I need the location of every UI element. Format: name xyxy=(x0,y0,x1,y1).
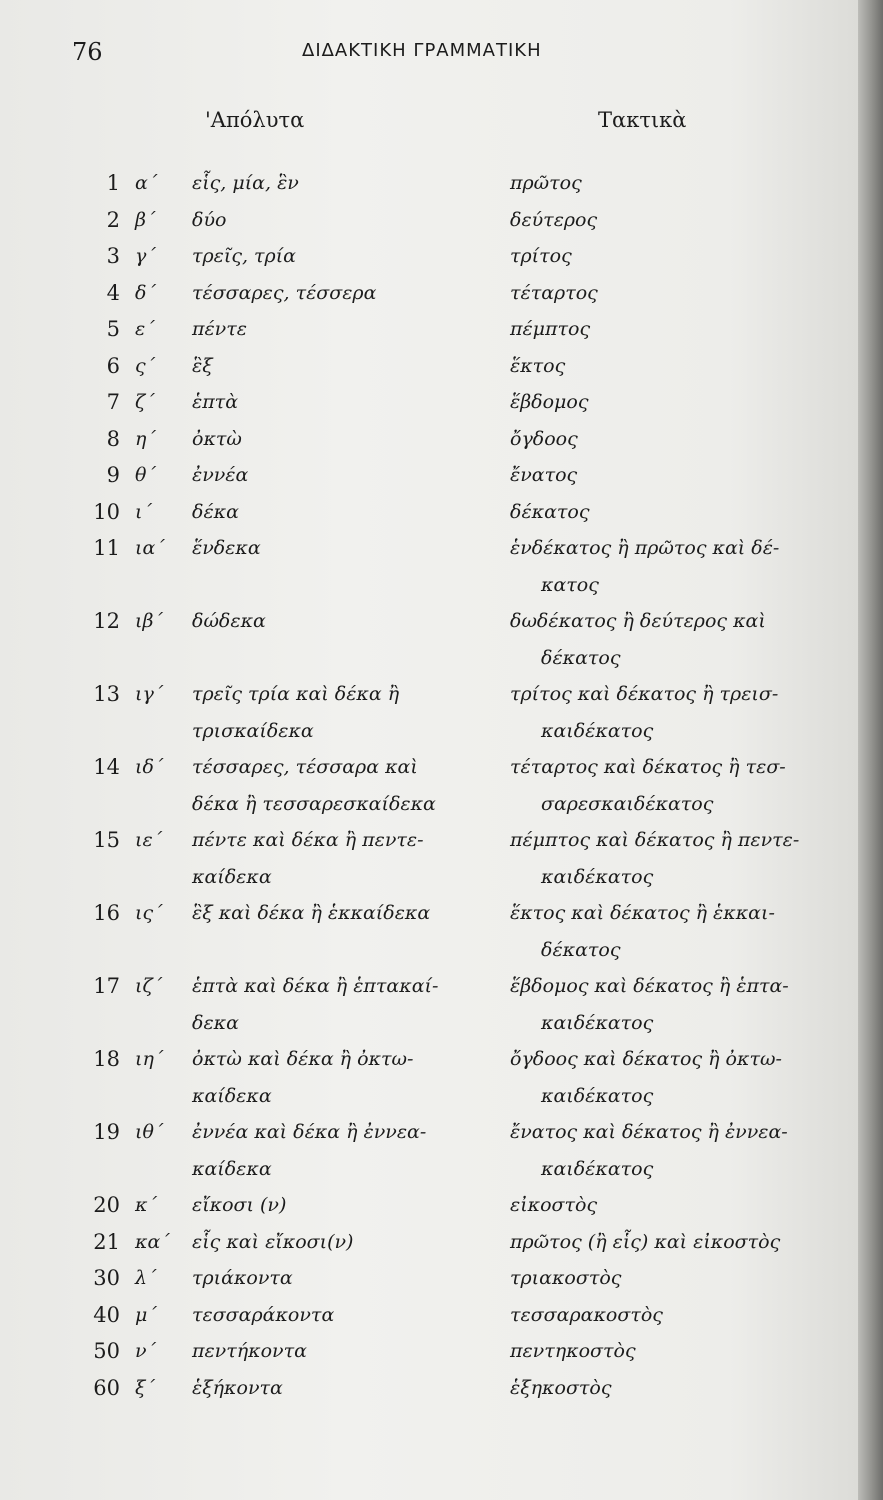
arabic-numeral: 16 xyxy=(93,901,120,925)
row-line xyxy=(0,822,858,859)
ordinal-word: τρίτος καὶ δέκατος ἢ τρεισ- xyxy=(510,683,779,705)
ordinal-word: πρῶτος (ἢ εἷς) καὶ εἰκοστὸς xyxy=(510,1230,781,1253)
greek-numeral: ιγ΄ xyxy=(135,683,164,705)
table-row xyxy=(0,749,858,822)
cardinal-word: τέσσαρες, τέσσαρα καὶ xyxy=(192,756,418,778)
row-continuation-line xyxy=(0,640,858,677)
ordinal-word: τρίτος xyxy=(510,245,572,267)
ordinal-word: τεσσαρακοστὸς xyxy=(510,1303,663,1326)
cardinal-word: πέντε xyxy=(192,318,247,340)
ordinal-word: ἔνατος xyxy=(510,464,578,486)
arabic-numeral: 50 xyxy=(93,1339,120,1363)
ordinal-continuation: κατος xyxy=(541,573,599,596)
greek-numeral: ς΄ xyxy=(135,354,156,377)
arabic-numeral: 1 xyxy=(106,171,120,195)
greek-numeral: ζ΄ xyxy=(135,391,155,413)
table-row xyxy=(0,165,858,202)
greek-numeral: κα΄ xyxy=(135,1230,170,1253)
arabic-numeral: 11 xyxy=(93,536,120,560)
arabic-numeral: 15 xyxy=(93,828,120,852)
cardinal-word: ἐννέα καὶ δέκα ἢ ἐννεα- xyxy=(192,1121,427,1143)
table-row xyxy=(0,457,858,494)
row-continuation-line xyxy=(0,1151,858,1188)
row-line xyxy=(0,494,858,531)
greek-numeral: δ΄ xyxy=(135,281,156,304)
table-row xyxy=(0,384,858,421)
cardinal-word: δέκα xyxy=(192,500,239,523)
row-line xyxy=(0,749,858,786)
arabic-numeral: 13 xyxy=(93,682,120,706)
greek-numeral: η΄ xyxy=(135,427,156,450)
greek-numeral: ε΄ xyxy=(135,318,155,340)
greek-numeral: θ΄ xyxy=(135,464,156,486)
ordinal-word: ἕκτος xyxy=(510,354,566,377)
ordinal-word: δέκατος xyxy=(510,500,590,523)
running-title: ΔΙΔΑΚΤΙΚΗ ΓΡΑΜΜΑΤΙΚΗ xyxy=(302,40,542,61)
table-row xyxy=(0,238,858,275)
ordinal-continuation: σαρεσκαιδέκατος xyxy=(541,792,714,815)
numeral-table xyxy=(0,165,858,1406)
cardinal-word: τέσσαρες, τέσσερα xyxy=(192,281,377,304)
table-row xyxy=(0,968,858,1041)
row-continuation-line xyxy=(0,713,858,750)
cardinal-word: τρεῖς τρία καὶ δέκα ἢ xyxy=(192,683,400,705)
cardinal-word: τριάκοντα xyxy=(192,1267,293,1289)
page-number: 76 xyxy=(72,38,103,66)
row-line xyxy=(0,1187,858,1224)
cardinal-continuation: καίδεκα xyxy=(192,1084,272,1107)
table-row xyxy=(0,1333,858,1370)
book-spine xyxy=(858,0,883,1500)
arabic-numeral: 7 xyxy=(106,390,120,414)
cardinal-continuation: δεκα xyxy=(192,1011,239,1034)
row-line xyxy=(0,895,858,932)
table-row xyxy=(0,1260,858,1297)
ordinal-word: ἔνατος καὶ δέκατος ἢ ἐννεα- xyxy=(510,1121,788,1143)
greek-numeral: κ΄ xyxy=(135,1194,157,1216)
ordinal-word: ἕκτος καὶ δέκατος ἢ ἑκκαι- xyxy=(510,902,775,924)
cardinal-word: ἐννέα xyxy=(192,464,249,486)
cardinal-word: τρεῖς, τρία xyxy=(192,245,297,267)
ordinal-word: ἑξηκοστὸς xyxy=(510,1376,612,1399)
ordinal-word: πεντηκοστὸς xyxy=(510,1340,636,1362)
row-line xyxy=(0,1041,858,1078)
cardinal-word: εἴκοσι (ν) xyxy=(192,1194,287,1216)
arabic-numeral: 18 xyxy=(93,1047,120,1071)
table-row xyxy=(0,1114,858,1187)
cardinal-word: ἓξ xyxy=(192,354,213,377)
row-line xyxy=(0,1370,858,1407)
greek-numeral: ιθ΄ xyxy=(135,1121,164,1143)
cardinals-heading: 'Απόλυτα xyxy=(205,108,305,132)
row-line xyxy=(0,384,858,421)
cardinal-word: ἓξ καὶ δέκα ἢ ἑκκαίδεκα xyxy=(192,902,431,924)
cardinal-word: πέντε καὶ δέκα ἢ πεντε- xyxy=(192,829,424,851)
row-line xyxy=(0,1297,858,1334)
table-row xyxy=(0,421,858,458)
ordinals-heading: Τακτικὰ xyxy=(598,108,687,132)
arabic-numeral: 9 xyxy=(106,463,120,487)
cardinal-word: ὀκτὼ καὶ δέκα ἢ ὀκτω- xyxy=(192,1048,414,1070)
table-row xyxy=(0,822,858,895)
page-header xyxy=(72,38,818,78)
ordinal-word: πέμπτος καὶ δέκατος ἢ πεντε- xyxy=(510,829,800,851)
cardinal-word: εἷς, μία, ἓν xyxy=(192,172,299,194)
table-row xyxy=(0,1187,858,1224)
row-continuation-line xyxy=(0,786,858,823)
arabic-numeral: 8 xyxy=(106,426,120,451)
ordinal-word: ἕβδομος xyxy=(510,391,589,413)
ordinal-word: τριακοστὸς xyxy=(510,1267,622,1289)
table-row xyxy=(0,1297,858,1334)
arabic-numeral: 30 xyxy=(93,1266,120,1290)
arabic-numeral: 6 xyxy=(106,353,120,378)
table-row xyxy=(0,494,858,531)
arabic-numeral: 2 xyxy=(106,207,120,232)
greek-numeral: ιδ΄ xyxy=(135,756,164,778)
ordinal-word: τέταρτος xyxy=(510,281,598,304)
table-row xyxy=(0,676,858,749)
ordinal-word: ἑνδέκατος ἢ πρῶτος καὶ δέ- xyxy=(510,537,780,559)
row-line xyxy=(0,457,858,494)
row-line xyxy=(0,275,858,312)
cardinal-continuation: καίδεκα xyxy=(192,1157,272,1180)
row-line xyxy=(0,1333,858,1370)
ordinal-continuation: καιδέκατος xyxy=(541,1157,654,1180)
greek-numeral: ν΄ xyxy=(135,1340,157,1362)
arabic-numeral: 10 xyxy=(93,499,120,524)
greek-numeral: ιζ΄ xyxy=(135,975,163,997)
arabic-numeral: 21 xyxy=(93,1229,120,1254)
row-line xyxy=(0,311,858,348)
table-row xyxy=(0,1041,858,1114)
table-row xyxy=(0,603,858,676)
ordinal-continuation: δέκατος xyxy=(541,646,621,669)
row-line xyxy=(0,1114,858,1151)
table-row xyxy=(0,895,858,968)
cardinal-word: τεσσαράκοντα xyxy=(192,1303,335,1326)
row-continuation-line xyxy=(0,859,858,896)
arabic-numeral: 40 xyxy=(93,1302,120,1327)
arabic-numeral: 14 xyxy=(93,755,120,779)
greek-numeral: μ΄ xyxy=(135,1303,157,1326)
cardinal-word: ἑπτὰ xyxy=(192,391,239,413)
arabic-numeral: 20 xyxy=(93,1193,120,1217)
cardinal-word: ἑπτὰ καὶ δέκα ἢ ἑπτακαί- xyxy=(192,975,439,997)
row-line xyxy=(0,165,858,202)
cardinal-word: ὀκτὼ xyxy=(192,427,242,450)
arabic-numeral: 60 xyxy=(93,1375,120,1400)
row-line xyxy=(0,1260,858,1297)
table-row xyxy=(0,275,858,312)
row-continuation-line xyxy=(0,567,858,604)
ordinal-word: πρῶτος xyxy=(510,172,582,194)
ordinal-continuation: καιδέκατος xyxy=(541,1011,654,1034)
row-line xyxy=(0,202,858,239)
greek-numeral: ι΄ xyxy=(135,500,152,523)
row-line xyxy=(0,676,858,713)
ordinal-word: πέμπτος xyxy=(510,318,591,340)
greek-numeral: ις΄ xyxy=(135,902,163,924)
ordinal-word: εἰκοστὸς xyxy=(510,1194,598,1216)
row-line xyxy=(0,348,858,385)
row-line xyxy=(0,238,858,275)
table-row xyxy=(0,1370,858,1407)
ordinal-word: τέταρτος καὶ δέκατος ἢ τεσ- xyxy=(510,756,786,778)
row-line xyxy=(0,530,858,567)
row-line xyxy=(0,968,858,1005)
greek-numeral: γ΄ xyxy=(135,245,156,267)
cardinal-word: εἷς καὶ εἴκοσι(ν) xyxy=(192,1230,354,1253)
greek-numeral: ια΄ xyxy=(135,537,165,559)
row-line xyxy=(0,603,858,640)
ordinal-word: ἕβδομος καὶ δέκατος ἢ ἑπτα- xyxy=(510,975,789,997)
ordinal-word: ὄγδοος xyxy=(510,427,578,450)
cardinal-continuation: καίδεκα xyxy=(192,865,272,888)
cardinal-word: ἑξήκοντα xyxy=(192,1376,283,1399)
greek-numeral: β΄ xyxy=(135,208,156,231)
ordinal-word: δωδέκατος ἢ δεύτερος καὶ xyxy=(510,610,766,632)
greek-numeral: ιβ΄ xyxy=(135,610,163,632)
cardinal-word: δώδεκα xyxy=(192,610,266,632)
row-line xyxy=(0,421,858,458)
greek-numeral: ιη΄ xyxy=(135,1048,164,1070)
row-continuation-line xyxy=(0,1078,858,1115)
row-continuation-line xyxy=(0,1005,858,1042)
arabic-numeral: 5 xyxy=(106,317,120,341)
ordinal-continuation: καιδέκατος xyxy=(541,1084,654,1107)
arabic-numeral: 4 xyxy=(106,280,120,305)
ordinal-word: ὄγδοος καὶ δέκατος ἢ ὀκτω- xyxy=(510,1048,782,1070)
ordinal-continuation: καιδέκατος xyxy=(541,865,654,888)
greek-numeral: ιε΄ xyxy=(135,829,163,851)
table-row xyxy=(0,202,858,239)
table-row xyxy=(0,1224,858,1261)
cardinal-word: ἕνδεκα xyxy=(192,537,261,559)
table-row xyxy=(0,530,858,603)
arabic-numeral: 19 xyxy=(93,1120,120,1144)
ordinal-word: δεύτερος xyxy=(510,208,598,231)
table-row xyxy=(0,348,858,385)
cardinal-word: δύο xyxy=(192,208,227,231)
greek-numeral: ξ΄ xyxy=(135,1376,155,1399)
ordinal-continuation: δέκατος xyxy=(541,938,621,961)
cardinal-word: πεντήκοντα xyxy=(192,1340,307,1362)
arabic-numeral: 3 xyxy=(106,244,120,268)
row-line xyxy=(0,1224,858,1261)
ordinal-continuation: καιδέκατος xyxy=(541,719,654,742)
greek-numeral: λ΄ xyxy=(135,1267,157,1289)
cardinal-continuation: δέκα ἢ τεσσαρεσκαίδεκα xyxy=(192,792,436,815)
table-row xyxy=(0,311,858,348)
cardinal-continuation: τρισκαίδεκα xyxy=(192,719,314,742)
arabic-numeral: 12 xyxy=(93,609,120,633)
row-continuation-line xyxy=(0,932,858,969)
arabic-numeral: 17 xyxy=(93,974,120,998)
greek-numeral: α΄ xyxy=(135,172,158,194)
